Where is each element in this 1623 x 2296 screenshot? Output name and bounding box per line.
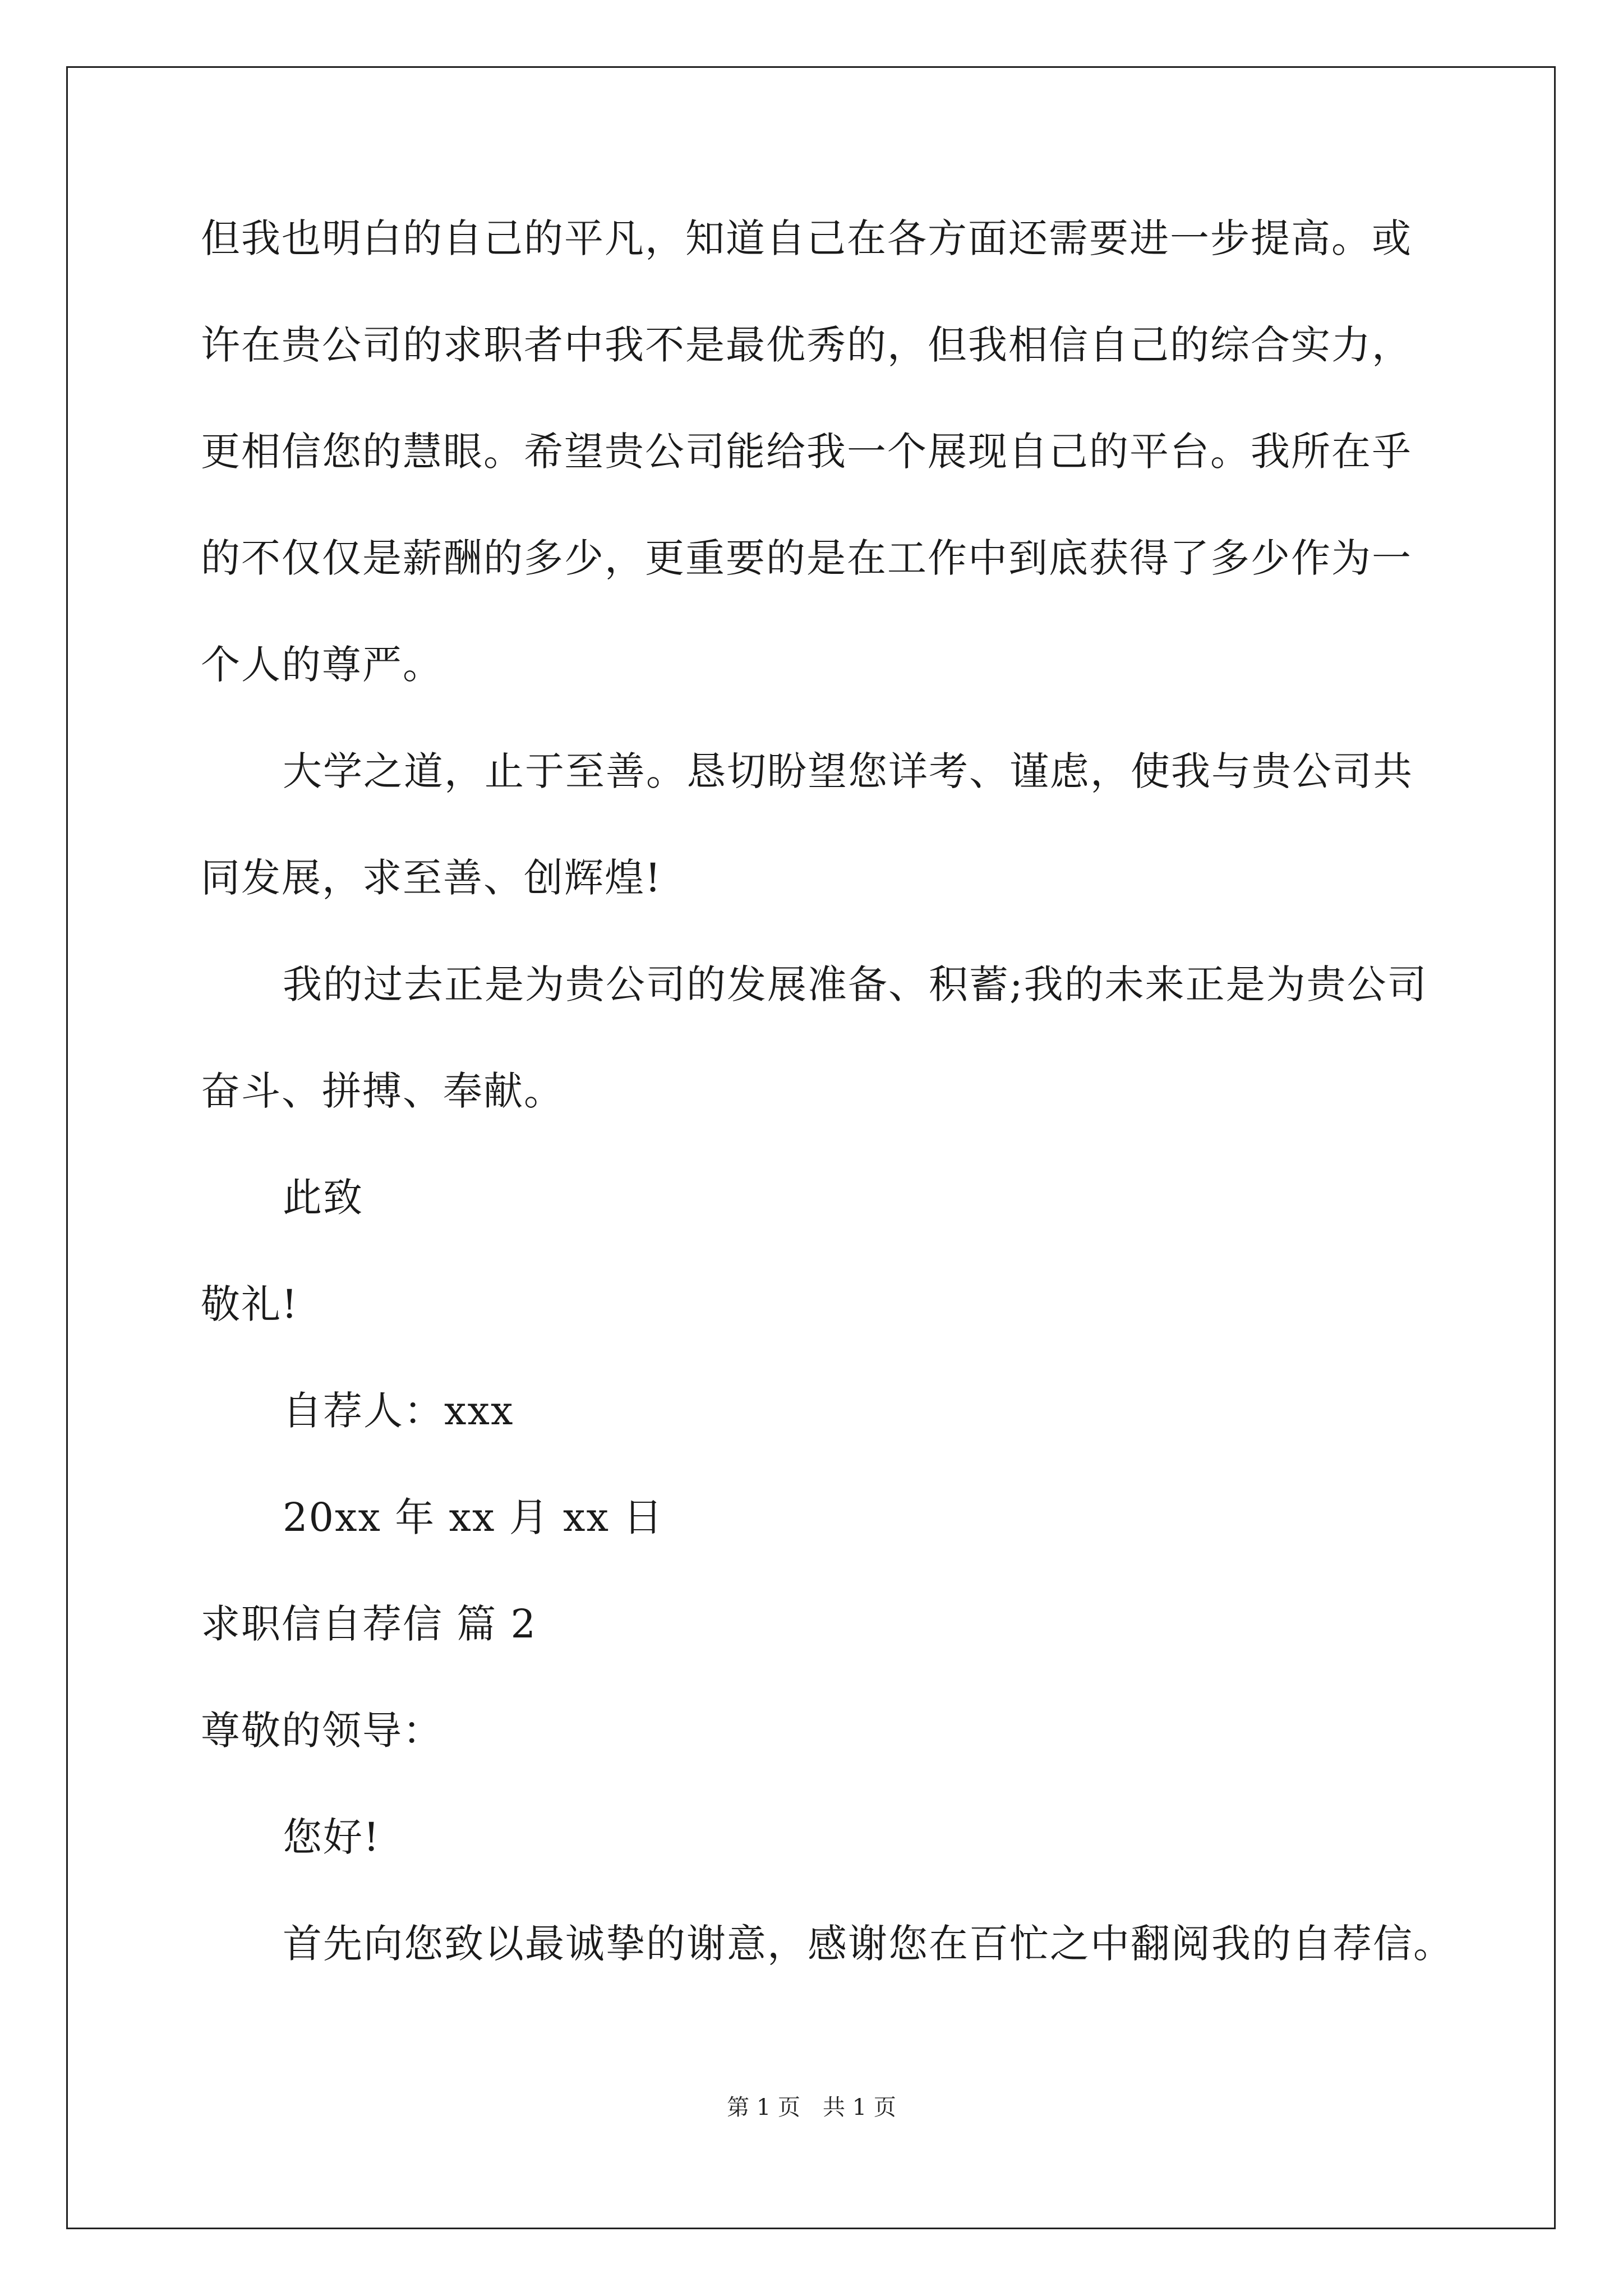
closing-regards: 敬礼!	[201, 1281, 299, 1327]
paragraph-line: 更相信您的慧眼。希望贵公司能给我一个展现自己的平台。我所在乎	[201, 429, 1412, 475]
paragraph-line: 但我也明白的自己的平凡，知道自己在各方面还需要进一步提高。或	[201, 215, 1412, 261]
page-number: 第 1 页 共 1 页	[727, 2095, 896, 2120]
greeting-line: 尊敬的领导：	[201, 1708, 443, 1754]
paragraph-line: 许在贵公司的求职者中我不是最优秀的，但我相信自己的综合实力，	[201, 322, 1412, 368]
paragraph-line: 的不仅仅是薪酬的多少，更重要的是在工作中到底获得了多少作为一	[201, 535, 1412, 581]
paragraph-line: 我的过去正是为贵公司的发展准备、积蓄;我的未来正是为贵公司	[283, 961, 1428, 1007]
paragraph-line: 大学之道，止于至善。恳切盼望您详考、谨虑，使我与贵公司共	[283, 748, 1413, 794]
paragraph-line: 同发展，求至善、创辉煌!	[201, 855, 662, 901]
signature-line: 自荐人：xxx	[283, 1388, 514, 1434]
section-heading: 求职信自荐信 篇 2	[201, 1601, 537, 1647]
greeting-line: 您好!	[283, 1814, 381, 1860]
page-border	[66, 66, 1556, 2229]
paragraph-line: 首先向您致以最诚挚的谢意，感谢您在百忙之中翻阅我的自荐信。	[283, 1921, 1454, 1967]
paragraph-line: 奋斗、拼搏、奉献。	[201, 1068, 564, 1114]
paragraph-line: 个人的尊严。	[201, 642, 443, 688]
date-line: 20xx 年 xx 月 xx 日	[283, 1494, 664, 1540]
closing-salutation: 此致	[283, 1175, 363, 1221]
